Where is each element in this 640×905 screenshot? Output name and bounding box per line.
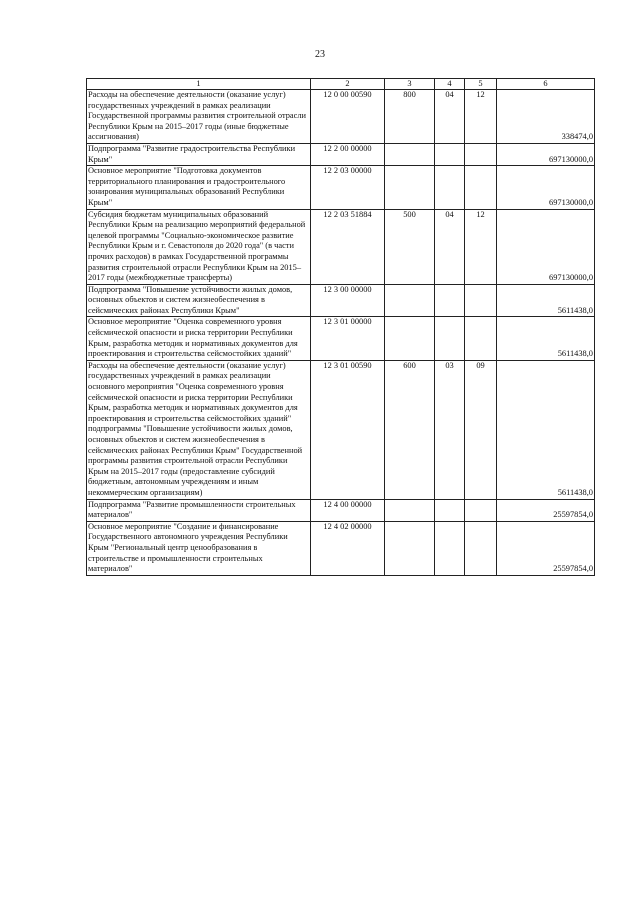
expense-type: [385, 143, 435, 165]
expense-type: [385, 166, 435, 209]
amount: 5611438,0: [497, 360, 595, 499]
column-header: 1: [87, 79, 311, 90]
expense-type: 500: [385, 209, 435, 284]
target-code: 12 2 00 00000: [311, 143, 385, 165]
subsection-code: [465, 143, 497, 165]
column-header: 2: [311, 79, 385, 90]
target-code: 12 4 00 00000: [311, 499, 385, 521]
row-description: Расходы на обеспечение деятельности (оказание услуг) государственных учреждений в рамках реализации Государственной программы развития строительной отрасли Республики Крым на 2015–2017 годы (иные бюджетные ассигнования): [87, 90, 311, 144]
subsection-code: [465, 166, 497, 209]
amount: 697130000,0: [497, 209, 595, 284]
subsection-code: [465, 317, 497, 360]
subsection-code: 09: [465, 360, 497, 499]
subsection-code: [465, 284, 497, 317]
table-row: [87, 209, 595, 284]
table-row: [87, 166, 595, 209]
row-description: Субсидия бюджетам муниципальных образований Республики Крым на реализацию мероприятий федеральной целевой программы "Социально-экономическое развитие Республики Крым и г. Севастополя до 2020 года" (в части прочих расходов) в рамках Государственной программы развития строительной отрасли Республики Крым на 2015–2017 годы (межбюджетные трансферты): [87, 209, 311, 284]
column-header: 4: [435, 79, 465, 90]
table-row: [87, 284, 595, 317]
column-header: 5: [465, 79, 497, 90]
column-header: 3: [385, 79, 435, 90]
section-code: 04: [435, 209, 465, 284]
subsection-code: 12: [465, 209, 497, 284]
target-code: 12 3 01 00590: [311, 360, 385, 499]
table-row: [87, 90, 595, 144]
table-row: [87, 317, 595, 360]
section-code: [435, 317, 465, 360]
amount: 25597854,0: [497, 521, 595, 575]
table-row: [87, 143, 595, 165]
target-code: 12 4 02 00000: [311, 521, 385, 575]
expense-type: 800: [385, 90, 435, 144]
amount: 697130000,0: [497, 166, 595, 209]
row-description: Расходы на обеспечение деятельности (оказание услуг) государственных учреждений в рамках реализации основного мероприятия "Оценка современного уровня сейсмической опасности и риска территории Республики Крым, разработка методик и нормативных документов для проектирования и строительства сейсмостойких зданий" подпрограммы "Повышение устойчивости жилых домов, основных объектов и систем жизнеобеспечения в сейсмических районах Республики Крым" Государственной программы развития строительной отрасли Республики Крым на 2015–2017 годы (предоставление субсидий бюджетным, автономным учреждениям и иным некоммерческим организациям): [87, 360, 311, 499]
row-description: Основное мероприятие "Создание и финансирование Государственного автономного учреждения Республики Крым "Региональный центр ценообразования в строительстве и промышленности строительных материалов": [87, 521, 311, 575]
row-description: Основное мероприятие "Оценка современного уровня сейсмической опасности и риска территории Республики Крым, разработка методик и нормативных документов для проектирования и строительства сейсмостойких зданий": [87, 317, 311, 360]
subsection-code: 12: [465, 90, 497, 144]
expense-type: 600: [385, 360, 435, 499]
amount: 697130000,0: [497, 143, 595, 165]
expense-type: [385, 284, 435, 317]
target-code: 12 0 00 00590: [311, 90, 385, 144]
target-code: 12 3 01 00000: [311, 317, 385, 360]
budget-table: [86, 78, 595, 576]
table-header-row: [87, 79, 595, 90]
table-row: [87, 499, 595, 521]
row-description: Основное мероприятие "Подготовка документов территориального планирования и градостроительного зонирования муниципальных образований Республики Крым": [87, 166, 311, 209]
amount: 5611438,0: [497, 284, 595, 317]
section-code: [435, 521, 465, 575]
section-code: 03: [435, 360, 465, 499]
target-code: 12 2 03 51884: [311, 209, 385, 284]
expense-type: [385, 521, 435, 575]
row-description: Подпрограмма "Развитие промышленности строительных материалов": [87, 499, 311, 521]
table-row: [87, 521, 595, 575]
section-code: [435, 143, 465, 165]
page-number: 23: [315, 49, 325, 60]
amount: 5611438,0: [497, 317, 595, 360]
section-code: [435, 166, 465, 209]
amount: 338474,0: [497, 90, 595, 144]
subsection-code: [465, 499, 497, 521]
expense-type: [385, 499, 435, 521]
row-description: Подпрограмма "Повышение устойчивости жилых домов, основных объектов и систем жизнеобеспечения в сейсмических районах Республики Крым": [87, 284, 311, 317]
column-header: 6: [497, 79, 595, 90]
section-code: [435, 499, 465, 521]
table-row: [87, 360, 595, 499]
target-code: 12 3 00 00000: [311, 284, 385, 317]
row-description: Подпрограмма "Развитие градостроительства Республики Крым": [87, 143, 311, 165]
subsection-code: [465, 521, 497, 575]
expense-type: [385, 317, 435, 360]
section-code: [435, 284, 465, 317]
section-code: 04: [435, 90, 465, 144]
target-code: 12 2 03 00000: [311, 166, 385, 209]
amount: 25597854,0: [497, 499, 595, 521]
